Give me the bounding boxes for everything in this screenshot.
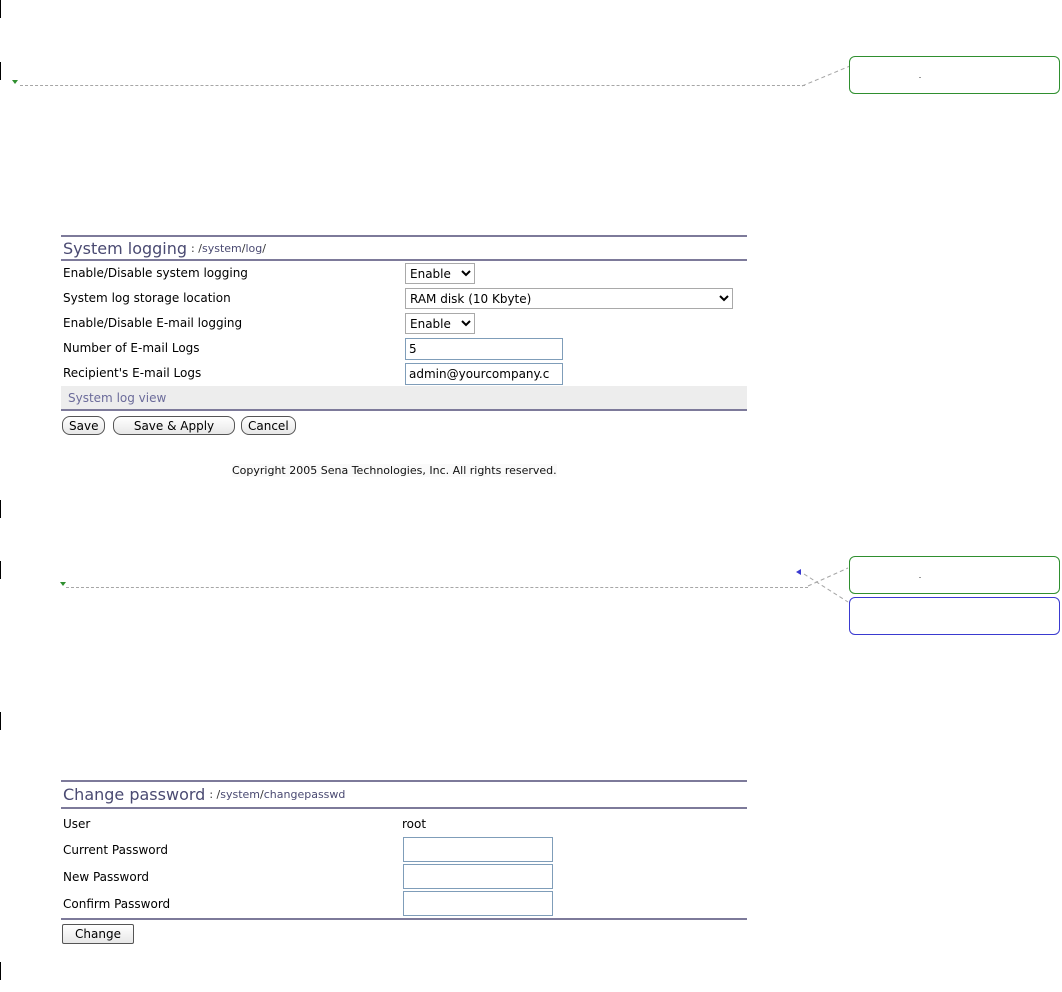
form-row [61, 261, 747, 286]
comment-balloon[interactable] [849, 556, 1060, 594]
field-label: Enable/Disable system logging [63, 266, 248, 280]
system-log-view-link[interactable]: System log view [68, 391, 167, 405]
breadcrumb-link-system[interactable]: system [220, 788, 261, 801]
edge-mark [0, 712, 1, 730]
panel-title: System logging [63, 238, 188, 258]
field-label: System log storage location [63, 291, 231, 305]
email-logging-select[interactable] [405, 313, 475, 334]
field-label: Enable/Disable E-mail logging [63, 316, 243, 330]
recipient-email-input[interactable] [405, 363, 563, 385]
new-password-input[interactable] [403, 864, 553, 889]
comment-balloon[interactable] [849, 597, 1060, 635]
panel-title: Change password [63, 785, 206, 804]
edge-mark [0, 62, 1, 80]
field-label: Confirm Password [63, 897, 171, 911]
form-row [61, 286, 747, 311]
edge-mark [0, 0, 1, 18]
button-row [61, 409, 747, 442]
form-row [61, 863, 747, 890]
form-row [61, 336, 747, 361]
breadcrumb-link-log[interactable]: log [245, 241, 263, 255]
panel-header [61, 780, 747, 809]
system-logging-panel [61, 235, 747, 442]
change-button[interactable]: Change [62, 924, 134, 944]
field-label: Current Password [63, 843, 168, 857]
system-logging-select[interactable] [405, 263, 475, 284]
button-row [61, 918, 747, 951]
change-password-panel [61, 780, 747, 951]
comment-balloon[interactable] [849, 56, 1060, 94]
breadcrumb-link-system[interactable]: system [201, 241, 242, 255]
form-row [61, 890, 747, 918]
log-view-row [61, 386, 747, 409]
field-label: New Password [63, 870, 150, 884]
comment-connector [796, 562, 852, 606]
cancel-button[interactable]: Cancel [241, 416, 296, 435]
breadcrumb: : /system/log/ [191, 241, 266, 255]
email-log-count-input[interactable] [405, 338, 563, 360]
field-label: Number of E-mail Logs [63, 341, 200, 355]
current-password-input[interactable] [403, 837, 553, 862]
field-label: Recipient's E-mail Logs [63, 366, 202, 380]
comment-connector [800, 62, 852, 88]
comment-connector [66, 587, 808, 588]
breadcrumb: : /system/changepasswd [209, 788, 346, 801]
copyright-text: Copyright 2005 Sena Technologies, Inc. All rights reserved. [232, 464, 557, 477]
save-button[interactable]: Save [62, 416, 105, 435]
save-apply-button[interactable]: Save & Apply [113, 416, 235, 435]
anchor-marker-icon [60, 582, 66, 586]
panel-header [61, 235, 747, 261]
edge-mark [0, 962, 1, 980]
form-row [61, 836, 747, 863]
form-row [61, 311, 747, 336]
form-row [61, 809, 747, 836]
breadcrumb-link-changepasswd[interactable]: changepasswd [263, 788, 346, 801]
comment-connector [20, 85, 805, 86]
field-label: User [63, 817, 91, 831]
user-value: root [402, 817, 427, 831]
anchor-marker-icon [12, 80, 18, 84]
edge-mark [0, 500, 1, 518]
confirm-password-input[interactable] [403, 891, 553, 916]
log-storage-select[interactable] [405, 288, 733, 309]
edge-mark [0, 561, 1, 579]
form-row [61, 361, 747, 386]
